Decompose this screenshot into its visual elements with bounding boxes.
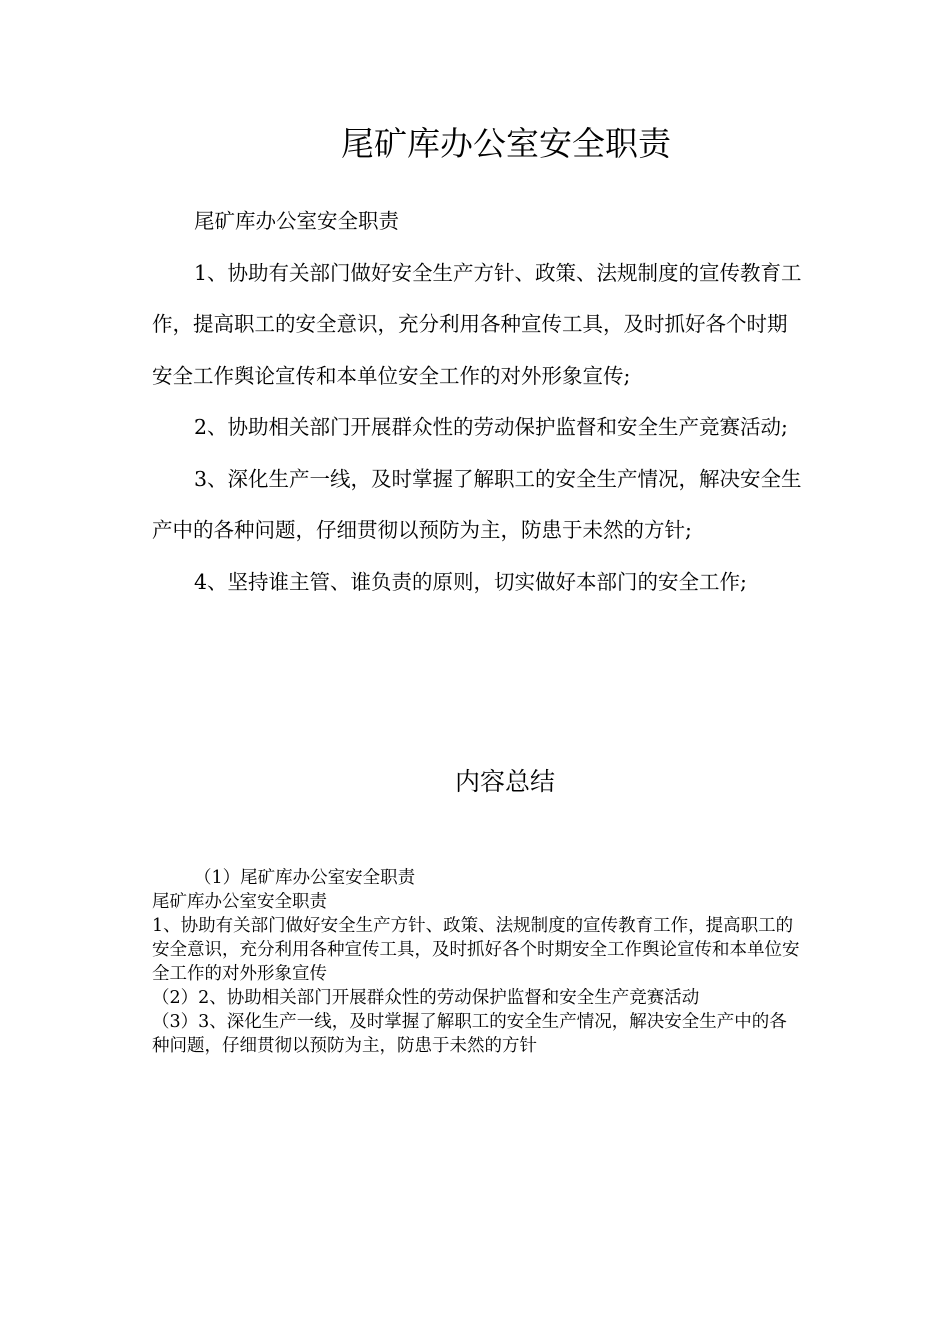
summary-line-5: （3）3、深化生产一线，及时掌握了解职工的安全生产情况，解决安全生产中的各种问题，仔细贯彻以预防为主，防患于未然的方针 [152,1012,787,1056]
body-paragraph-2: 2、协助相关部门开展群众性的劳动保护监督和安全生产竞赛活动; [194,415,788,439]
summary-line-2: 尾矿库办公室安全职责 [152,892,327,912]
document-title: 尾矿库办公室安全职责 [341,124,671,163]
document-body [152,196,802,608]
body-paragraph-1: 1、协助有关部门做好安全生产方针、政策、法规制度的宣传教育工作，提高职工的安全意识，充分利用各种宣传工具，及时抓好各个时期安全工作舆论宣传和本单位安全工作的对外形象宣传; [152,260,802,388]
body-paragraph-heading: 尾矿库办公室安全职责 [194,209,399,233]
body-paragraph-4: 4、坚持谁主管、谁负责的原则，切实做好本部门的安全工作; [194,569,747,594]
summary-title: 内容总结 [454,767,555,796]
summary-line-3: 1、协助有关部门做好安全生产方针、政策、法规制度的宣传教育工作，提高职工的安全意识，充分利用各种宣传工具，及时抓好各个时期安全工作舆论宣传和本单位安全工作的对外形象宣传 [152,916,800,984]
body-paragraph-3: 3、深化生产一线，及时掌握了解职工的安全生产情况，解决安全生产中的各种问题，仔细贯彻以预防为主，防患于未然的方针; [152,466,802,542]
summary-section [152,866,802,1058]
summary-line-1: （1）尾矿库办公室安全职责 [194,868,416,888]
summary-line-4: （2）2、协助相关部门开展群众性的劳动保护监督和安全生产竞赛活动 [152,988,700,1008]
